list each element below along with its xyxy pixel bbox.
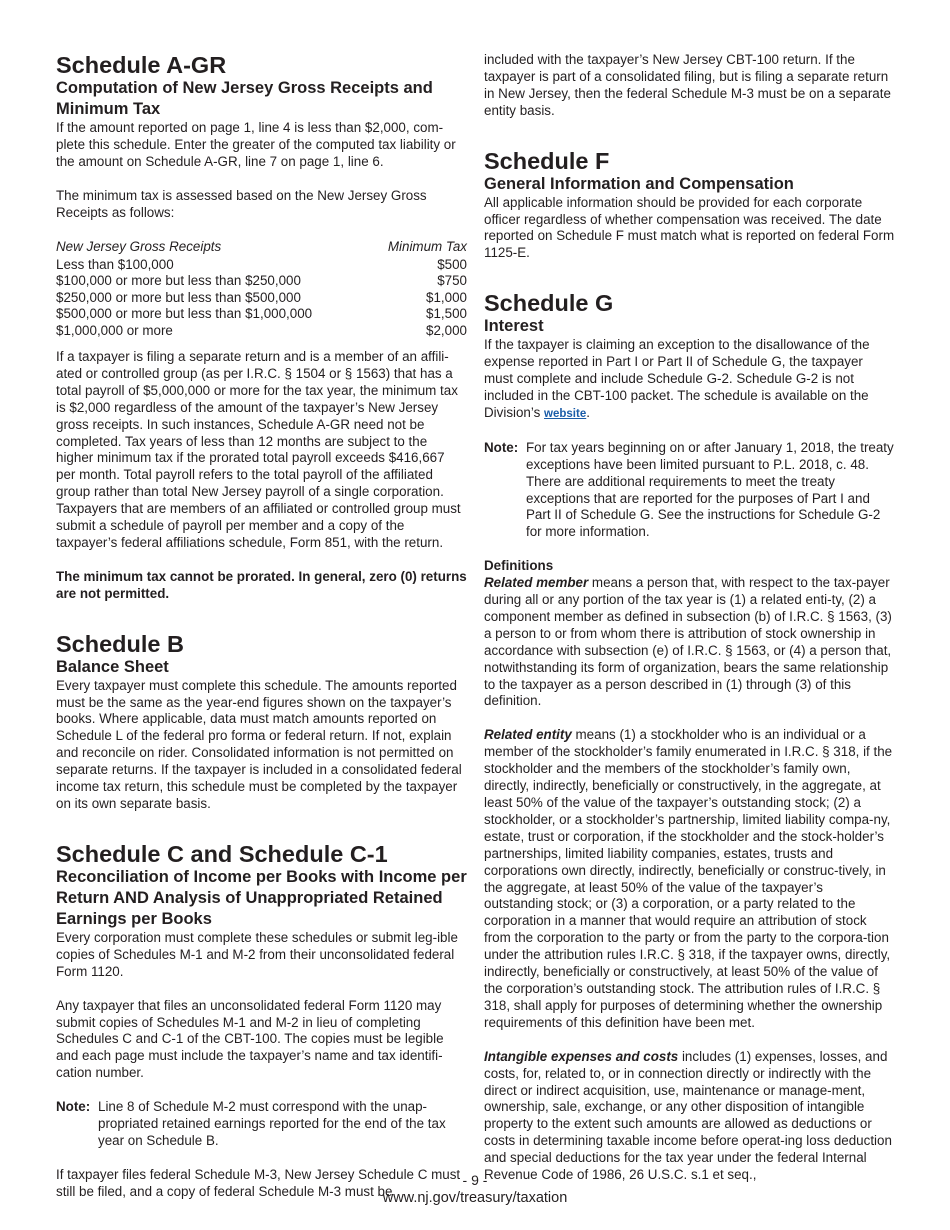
table-cell-tax: $1,500 xyxy=(426,306,467,322)
definition-related-entity xyxy=(484,727,895,1031)
schedule-b-title: Schedule B xyxy=(56,630,184,657)
table-cell-receipts: $1,000,000 or more xyxy=(56,322,173,338)
definition-term: Intangible expenses and costs xyxy=(484,1048,679,1064)
schedule-c-note xyxy=(56,1099,467,1150)
schedule-g-para-1 xyxy=(484,337,895,423)
table-cell-tax: $2,000 xyxy=(426,322,467,338)
schedule-f-title: Schedule F xyxy=(484,147,610,174)
definition-text: includes (1) expenses, losses, and costs, for, related to, or in connection directly or indirectly with the direct or indirect acquisition, use, maintenance or manage-ment, ownership, sale, exchange, or any other disposition of intangible property to the extent such amounts are allowed as deductions or costs in determining taxable income before operat-ing loss deduction and special deductions for the tax year under the federal Internal Revenue Code of 1986, 26 U.S.C. s.1 et seq., xyxy=(484,1048,892,1183)
definition-term: Related member xyxy=(484,575,589,591)
schedule-g-note xyxy=(484,440,895,541)
schedule-b-para-1: Every taxpayer must complete this schedule. The amounts reported must be the same as the year-end figures shown on the taxpayer’s books. Where applicable, data must match amounts reported on Schedule L of the federal pro forma or federal return. If not, explain and reconcile on rider. Consolidated information is not permitted on separate returns. If the taxpayer is included in a consolidated federal income tax return, this schedule must be completed by the taxpayer on its own separate basis. xyxy=(56,677,462,811)
right-column xyxy=(484,52,895,1184)
definitions-heading: Definitions xyxy=(484,558,554,574)
schedule-c-title: Schedule C and Schedule C-1 xyxy=(56,840,388,867)
schedule-agr-subtitle: Computation of New Jersey Gross Receipts and Minimum Tax xyxy=(56,79,433,118)
definition-text: means (1) a stockholder who is an individual or a member of the stockholder’s family enumerated in I.R.C. § 318, if the stockholder and the members of the stockholder’s family own, directly, indirectly, beneficially or constructively, in the aggregate, at least 50% of the value of the taxpayer’s outstanding stock; (2) a stockholder, or a stockholder’s partnership, limited liability compa-ny, estate, trust or corporation, if the stockholder and the stock-holder’s partnerships, limited liability companies, estates, trusts and corporations own directly, indirectly, beneficially or construc-tively, in the aggregate, at least 50% of the value of the taxpayer’s outstanding stock; or (3) a corporation, or a party related to the corporation in a manner that would require an attribution of stock from the corporation to the party or from the party to the corpora-tion under the attribution rules I.R.C. § 318, if the taxpayer owns, directly, indirectly, beneficially or constructively, at least 50% of the value of the corporation’s outstanding stock. The attribution rules of I.R.C. § 318, shall apply for purposes of determining whether the ownership requirements of this definition have been met. xyxy=(484,727,893,1030)
table-cell-receipts: $100,000 or more but less than $250,000 xyxy=(56,273,301,289)
schedule-b-subtitle: Balance Sheet xyxy=(56,657,169,676)
table-cell-receipts: $500,000 or more but less than $1,000,000 xyxy=(56,306,313,322)
note-label: Note: xyxy=(56,1099,91,1115)
table-row xyxy=(56,323,467,339)
schedule-c-para-1: Every corporation must complete these schedules or submit leg-ible copies of Schedules M-1 and M-2 from their unconsolidated federal Form 1120. xyxy=(56,929,458,979)
footer-url: www.nj.gov/treasury/taxation xyxy=(382,1190,568,1206)
definition-intangible-expenses xyxy=(484,1049,895,1184)
table-header-tax: Minimum Tax xyxy=(387,238,467,254)
table-header-row xyxy=(56,239,467,257)
note-text: Line 8 of Schedule M-2 must correspond with the unap-propriated retained earnings reported for the end of the tax year on Schedule B. xyxy=(98,1099,446,1148)
table-row xyxy=(56,290,467,306)
period: . xyxy=(586,404,590,420)
schedule-g-para-text: If the taxpayer is claiming an exception to the disallowance of the expense reported in Part I or Part II of Schedule G, the taxpayer must complete and include Schedule G-2. Schedule G-2 is not included in the CBT-100 packet. The schedule is available on the Division’s xyxy=(484,337,870,420)
website-link[interactable]: website xyxy=(544,407,587,420)
schedule-f-para-1: All applicable information should be provided for each corporate officer regardless of whether compensation was received. The date reported on Schedule F must match what is reported on federal Form 1125-E. xyxy=(484,194,895,261)
table-cell-tax: $1,000 xyxy=(426,289,467,305)
table-header-receipts: New Jersey Gross Receipts xyxy=(56,238,222,254)
schedule-agr-title: Schedule A-GR xyxy=(56,52,227,78)
schedule-c-continuation: included with the taxpayer’s New Jersey CBT-100 return. If the taxpayer is part of a consolidated filing, but is filing a separate return in New Jersey, then the federal Schedule M-3 must be on a separate entity basis. xyxy=(484,52,891,118)
table-cell-receipts: $250,000 or more but less than $500,000 xyxy=(56,289,301,305)
note-text: For tax years beginning on or after January 1, 2018, the treaty exceptions have been limited pursuant to P.L. 2018, c. 48. There are additional requirements to meet the treaty exceptions that are reported for the purposes of Part I and Part II of Schedule G. See the instructions for Schedule G-2 for more information. xyxy=(526,439,894,540)
definition-term: Related entity xyxy=(484,727,572,743)
schedule-f-subtitle: General Information and Compensation xyxy=(484,174,794,193)
schedule-agr-bold-note: The minimum tax cannot be prorated. In general, zero (0) returns are not permitted. xyxy=(56,568,467,601)
schedule-c-para-2: Any taxpayer that files an unconsolidated federal Form 1120 may submit copies of Schedules M-1 and M-2 in lieu of completing Schedules C and C-1 of the CBT-100. The copies must be legible and each page must include the taxpayer’s name and tax identifi-cation number. xyxy=(56,997,444,1081)
table-row xyxy=(56,273,467,289)
table-cell-tax: $750 xyxy=(437,273,467,289)
definition-related-member xyxy=(484,575,895,710)
table-cell-receipts: Less than $100,000 xyxy=(56,256,174,272)
schedule-agr-para-3: If a taxpayer is filing a separate return and is a member of an affili-ated or controlled group (as per I.R.C. § 1504 or § 1563) that has a total payroll of $5,000,000 or more for the tax year, the minimum tax is $2,000 regardless of the amount of the taxpayer’s New Jersey gross receipts. In such instances, Schedule A-GR need not be completed. Tax years of less than 12 months are subject to the higher minimum tax if the prorated total payroll exceeds $416,667 per month. Total payroll refers to the total payroll of the affiliated group rather than total New Jersey payroll of a single corporation. Taxpayers that are members of an affiliated or controlled group must submit a schedule of payroll per member and a copy of the taxpayer’s federal affiliations schedule, Form 851, with the return. xyxy=(56,348,461,550)
schedule-g-title: Schedule G xyxy=(484,290,614,317)
minimum-tax-table xyxy=(56,239,467,339)
schedule-agr-para-2: The minimum tax is assessed based on the New Jersey Gross Receipts as follows: xyxy=(56,187,427,220)
table-row xyxy=(56,306,467,322)
note-label: Note: xyxy=(484,439,519,455)
schedule-c-para-3: If taxpayer files federal Schedule M-3, New Jersey Schedule C must still be filed, and a copy of federal Schedule M-3 must be xyxy=(56,1166,461,1199)
page-number: - 9 - xyxy=(462,1172,488,1188)
left-column xyxy=(56,52,467,1201)
table-cell-tax: $500 xyxy=(437,256,467,272)
schedule-g-subtitle: Interest xyxy=(484,317,544,336)
table-row xyxy=(56,257,467,273)
schedule-agr-para-1: If the amount reported on page 1, line 4 is less than $2,000, com-plete this schedule. Enter the greater of the computed tax liability or the amount on Schedule A-GR, line 7 on page 1, line 6. xyxy=(56,120,456,169)
schedule-c-subtitle: Reconciliation of Income per Books with Income per Return AND Analysis of Unappropriated Retained Earnings per Books xyxy=(56,867,467,928)
definition-text: means a person that, with respect to the tax-payer during all or any portion of the tax year is (1) a related enti-ty, (2) a component member as defined in subsection (b) of I.R.C. § 1563, (3) a person to or from whom there is attribution of stock ownership in accordance with subsection (e) of I.R.C. § 1563, or (4) a person that, notwithstanding its form of organization, bears the same relationship to the taxpayer as a person described in (1) through (3) of this definition. xyxy=(484,575,892,709)
